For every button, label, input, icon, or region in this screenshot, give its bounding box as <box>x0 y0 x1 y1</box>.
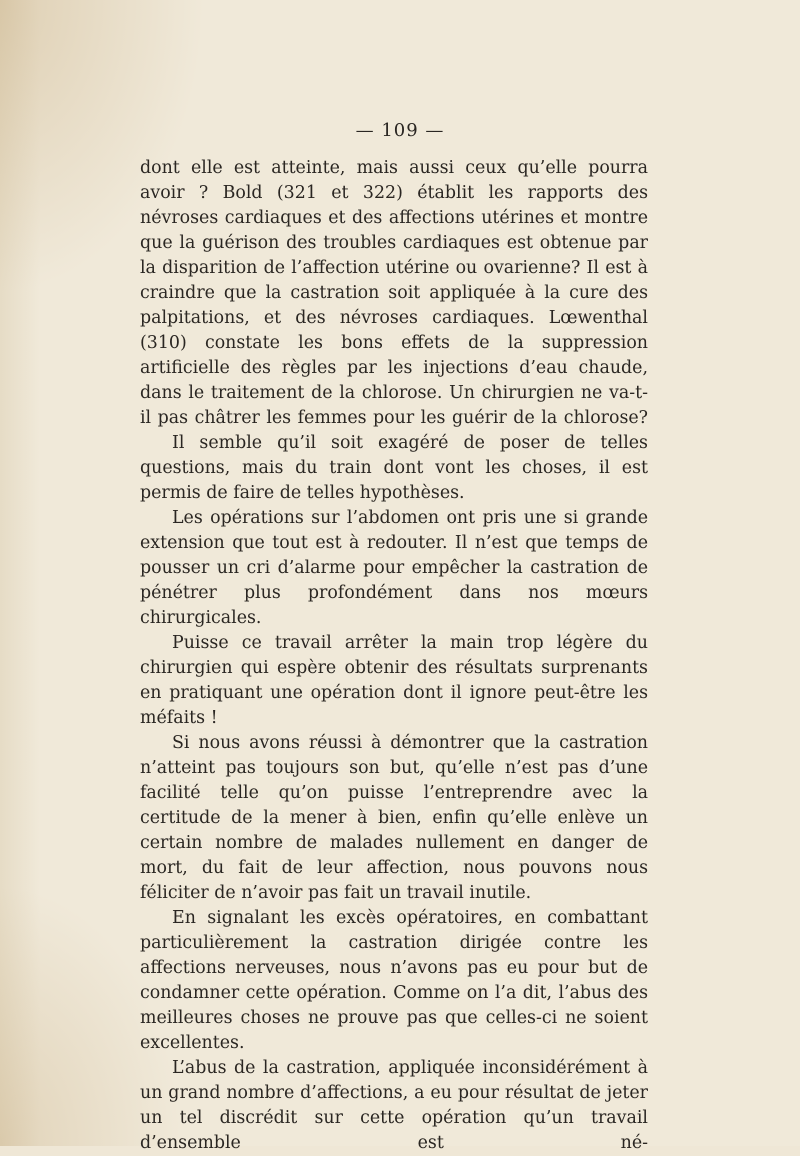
paragraph: En signalant les excès opératoires, en combattant particulièrement la castration dirigée contre les affections nerveuses, nous n’avons pas eu pour but de condamner cette opération. Comme on l’a dit, l’abus des meilleures choses ne prouve pas que celles-ci ne soient excellentes. <box>140 908 648 1053</box>
body-text <box>140 156 648 1156</box>
paragraph: Si nous avons réussi à démontrer que la castration n’atteint pas toujours son but, qu’elle n’est pas d’une facilité telle qu’on puisse l’entreprendre avec la certitude de la mener à bien, enfin qu’elle enlève un certain nombre de malades nullement en danger de mort, du fait de leur affection, nous pouvons nous féliciter de n’avoir pas fait un travail inutile. <box>140 733 648 903</box>
paragraph: Il semble qu’il soit exagéré de poser de telles questions, mais du train dont vont les choses, il est permis de faire de telles hypothèses. <box>140 433 648 503</box>
paragraph: dont elle est atteinte, mais aussi ceux qu’elle pourra avoir ? Bold (321 et 322) établit les rapports des névroses cardiaques et des affections utérines et montre que la guérison des troubles cardiaques est obtenue par la disparition de l’affection utérine ou ovarienne? Il est à craindre que la castration soit appliquée à la cure des palpitations, et des névroses cardiaques. Lœwenthal (310) constate les bons effets de la suppression artificielle des règles par les injections d’eau chaude, dans le traitement de la chlorose. Un chirurgien ne va-t-il pas châtrer les femmes pour les guérir de la chlorose? <box>140 158 648 428</box>
page-number: — 109 — <box>355 120 445 141</box>
paragraph: Les opérations sur l’abdomen ont pris une si grande extension que tout est à redouter. Il n’est que temps de pousser un cri d’alarme pour empêcher la castration de pénétrer plus profondément dans nos mœurs chirurgicales. <box>140 508 648 628</box>
paragraph: L’abus de la castration, appliquée inconsidérément à un grand nombre d’affections, a eu pour résultat de jeter un tel discrédit sur cette opération qu’un travail d’ensemble est né- <box>140 1058 648 1153</box>
paragraph: Puisse ce travail arrêter la main trop légère du chirurgien qui espère obtenir des résultats surprenants en pratiquant une opération dont il ignore peut-être les méfaits ! <box>140 633 648 728</box>
